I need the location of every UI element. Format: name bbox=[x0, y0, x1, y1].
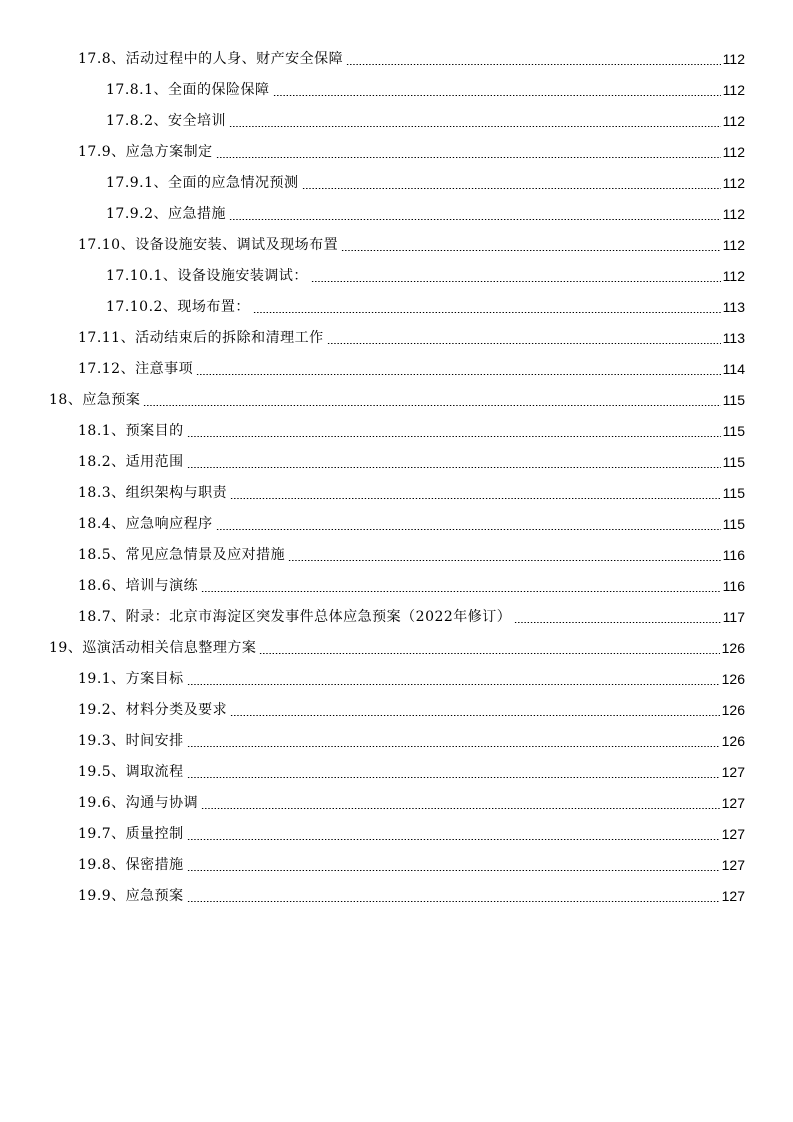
toc-entry-page: 112 bbox=[722, 51, 745, 67]
toc-entry-page: 112 bbox=[722, 268, 745, 284]
dot-leader bbox=[187, 684, 720, 685]
toc-entry-title: 19.1、方案目标 bbox=[78, 671, 184, 687]
toc-entry-title: 17.10、设备设施安装、调试及现场布置 bbox=[78, 237, 339, 253]
table-of-contents bbox=[0, 44, 793, 912]
toc-entry[interactable] bbox=[0, 385, 793, 416]
toc-entry-title: 19.6、沟通与协调 bbox=[78, 795, 199, 811]
toc-entry-page: 127 bbox=[721, 795, 745, 811]
dot-leader bbox=[187, 777, 720, 778]
dot-leader bbox=[273, 95, 721, 96]
toc-entry-page: 127 bbox=[721, 826, 745, 842]
dot-leader bbox=[229, 126, 721, 127]
toc-entry[interactable] bbox=[0, 416, 793, 447]
toc-entry-title: 18.1、预案目的 bbox=[78, 423, 184, 439]
toc-entry-title: 17.8.1、全面的保险保障 bbox=[106, 82, 270, 98]
toc-entry-title: 18.7、附录：北京市海淀区突发事件总体应急预案（2022年修订） bbox=[78, 609, 512, 625]
dot-leader bbox=[201, 591, 721, 592]
toc-entry[interactable] bbox=[0, 881, 793, 912]
dot-leader bbox=[187, 467, 721, 468]
dot-leader bbox=[216, 157, 721, 158]
dot-leader bbox=[311, 281, 721, 282]
toc-entry-title: 17.10.2、现场布置： bbox=[106, 299, 250, 315]
toc-entry-page: 112 bbox=[722, 113, 745, 129]
toc-entry-title: 19.7、质量控制 bbox=[78, 826, 184, 842]
toc-entry-title: 19、巡演活动相关信息整理方案 bbox=[49, 640, 257, 656]
toc-entry-page: 116 bbox=[722, 547, 745, 563]
toc-entry[interactable] bbox=[0, 354, 793, 385]
toc-entry-title: 17.8、活动过程中的人身、财产安全保障 bbox=[78, 51, 344, 67]
dot-leader bbox=[187, 839, 720, 840]
toc-entry-page: 115 bbox=[722, 423, 745, 439]
toc-entry-page: 115 bbox=[722, 454, 745, 470]
toc-entry-title: 19.5、调取流程 bbox=[78, 764, 184, 780]
dot-leader bbox=[196, 374, 721, 375]
dot-leader bbox=[514, 622, 720, 623]
toc-entry[interactable] bbox=[0, 137, 793, 168]
dot-leader bbox=[187, 746, 720, 747]
toc-entry[interactable] bbox=[0, 106, 793, 137]
toc-entry[interactable] bbox=[0, 478, 793, 509]
toc-entry-page: 112 bbox=[722, 237, 745, 253]
toc-entry[interactable] bbox=[0, 726, 793, 757]
toc-entry[interactable] bbox=[0, 664, 793, 695]
toc-entry-title: 18.6、培训与演练 bbox=[78, 578, 199, 594]
dot-leader bbox=[346, 64, 721, 65]
toc-entry[interactable] bbox=[0, 168, 793, 199]
toc-entry-page: 112 bbox=[722, 206, 745, 222]
toc-entry-title: 19.8、保密措施 bbox=[78, 857, 184, 873]
dot-leader bbox=[327, 343, 721, 344]
toc-entry-title: 18.5、常见应急情景及应对措施 bbox=[78, 547, 286, 563]
toc-entry[interactable] bbox=[0, 509, 793, 540]
toc-entry-page: 115 bbox=[722, 392, 745, 408]
dot-leader bbox=[302, 188, 721, 189]
toc-entry[interactable] bbox=[0, 44, 793, 75]
dot-leader bbox=[187, 870, 720, 871]
toc-entry-title: 18.3、组织架构与职责 bbox=[78, 485, 228, 501]
toc-entry[interactable] bbox=[0, 540, 793, 571]
dot-leader bbox=[230, 715, 719, 716]
toc-entry-page: 114 bbox=[722, 361, 745, 377]
dot-leader bbox=[253, 312, 721, 313]
toc-entry[interactable] bbox=[0, 75, 793, 106]
toc-entry-title: 18.2、适用范围 bbox=[78, 454, 184, 470]
toc-entry[interactable] bbox=[0, 571, 793, 602]
toc-entry[interactable] bbox=[0, 602, 793, 633]
toc-entry-title: 17.11、活动结束后的拆除和清理工作 bbox=[78, 330, 324, 346]
toc-entry-page: 116 bbox=[722, 578, 745, 594]
dot-leader bbox=[187, 901, 720, 902]
toc-entry[interactable] bbox=[0, 850, 793, 881]
toc-entry[interactable] bbox=[0, 230, 793, 261]
toc-entry-title: 17.9.2、应急措施 bbox=[106, 206, 227, 222]
toc-entry[interactable] bbox=[0, 695, 793, 726]
dot-leader bbox=[143, 405, 720, 406]
dot-leader bbox=[288, 560, 721, 561]
toc-entry-title: 17.8.2、安全培训 bbox=[106, 113, 227, 129]
toc-entry-title: 18、应急预案 bbox=[49, 392, 141, 408]
toc-entry-page: 115 bbox=[722, 485, 745, 501]
dot-leader bbox=[229, 219, 721, 220]
toc-entry[interactable] bbox=[0, 819, 793, 850]
toc-entry-page: 113 bbox=[722, 330, 745, 346]
toc-entry[interactable] bbox=[0, 261, 793, 292]
toc-entry-page: 115 bbox=[722, 516, 745, 532]
dot-leader bbox=[216, 529, 721, 530]
toc-entry-title: 19.3、时间安排 bbox=[78, 733, 184, 749]
toc-entry-page: 126 bbox=[721, 640, 745, 656]
toc-entry-title: 17.12、注意事项 bbox=[78, 361, 194, 377]
toc-entry-page: 117 bbox=[722, 609, 745, 625]
toc-entry[interactable] bbox=[0, 633, 793, 664]
toc-entry-page: 112 bbox=[722, 175, 745, 191]
toc-entry-page: 127 bbox=[721, 888, 745, 904]
toc-entry-page: 126 bbox=[721, 702, 745, 718]
toc-entry[interactable] bbox=[0, 323, 793, 354]
toc-entry-page: 127 bbox=[721, 764, 745, 780]
toc-entry-page: 113 bbox=[722, 299, 745, 315]
dot-leader bbox=[230, 498, 721, 499]
toc-entry[interactable] bbox=[0, 199, 793, 230]
toc-entry-page: 112 bbox=[722, 82, 745, 98]
toc-entry-title: 17.10.1、设备设施安装调试： bbox=[106, 268, 308, 284]
toc-entry[interactable] bbox=[0, 757, 793, 788]
dot-leader bbox=[201, 808, 719, 809]
toc-entry[interactable] bbox=[0, 292, 793, 323]
dot-leader bbox=[341, 250, 721, 251]
toc-entry[interactable] bbox=[0, 788, 793, 819]
toc-entry-page: 127 bbox=[721, 857, 745, 873]
toc-entry-title: 17.9.1、全面的应急情况预测 bbox=[106, 175, 299, 191]
toc-entry-page: 126 bbox=[721, 733, 745, 749]
toc-entry[interactable] bbox=[0, 447, 793, 478]
toc-entry-page: 112 bbox=[722, 144, 745, 160]
dot-leader bbox=[187, 436, 721, 437]
toc-entry-title: 17.9、应急方案制定 bbox=[78, 144, 213, 160]
toc-entry-title: 19.9、应急预案 bbox=[78, 888, 184, 904]
dot-leader bbox=[259, 653, 719, 654]
toc-entry-title: 18.4、应急响应程序 bbox=[78, 516, 213, 532]
toc-entry-page: 126 bbox=[721, 671, 745, 687]
toc-entry-title: 19.2、材料分类及要求 bbox=[78, 702, 228, 718]
